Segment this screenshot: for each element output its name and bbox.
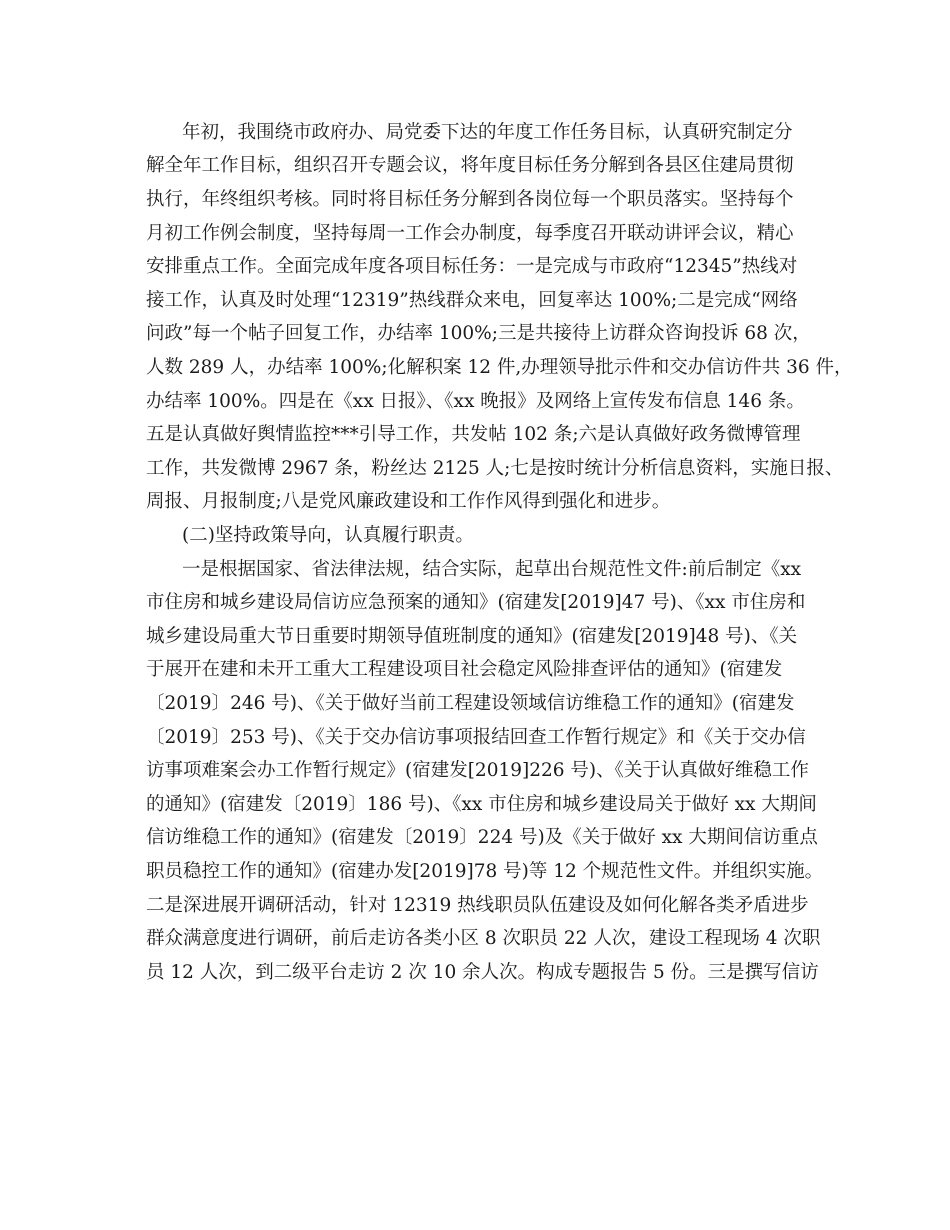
paragraph-1-line-8: 人数 289 人，办结率 100%;化解积案 12 件,办理领导批示件和交办信访件共 36 件， (146, 357, 853, 378)
paragraph-2-line-5: 〔2019〕246 号)、《关于做好当前工程建设领域信访维稳工作的通知》(宿建发 (146, 693, 795, 714)
paragraph-2-line-12: 群众满意度进行调研，前后走访各类小区 8 次职员 22 人次，建设工程现场 4 次职 (146, 928, 821, 949)
paragraph-2-line-2: 市住房和城乡建设局信访应急预案的通知》(宿建发[2019]47 号)、《xx 市住房和 (146, 592, 806, 613)
paragraph-1-line-6: 接工作，认真及时处理“12319”热线群众来电，回复率达 100%;二是完成“网络 (146, 290, 798, 311)
paragraph-1-line-3: 执行，年终组织考核。同时将目标任务分解到各岗位每一个职员落实。坚持每个 (146, 189, 794, 210)
paragraph-1-line-10: 五是认真做好舆情监控***引导工作，共发帖 102 条;六是认真做好政务微博管理 (146, 424, 801, 445)
paragraph-2-line-10: 职员稳控工作的通知》(宿建办发[2019]78 号)等 12 个规范性文件。并组织实施。 (146, 861, 824, 882)
paragraph-1-line-12: 周报、月报制度;八是党风廉政建设和工作作风得到强化和进步。 (146, 491, 671, 512)
paragraph-2-line-3: 城乡建设局重大节日重要时期领导值班制度的通知》(宿建发[2019]48 号)、《关 (146, 626, 798, 647)
paragraph-2-line-8: 的通知》(宿建发〔2019〕186 号)、《xx 市住房和城乡建设局关于做好 xx 大期间 (146, 794, 817, 815)
paragraph-1-line-1: 年初，我围绕市政府办、局党委下达的年度工作任务目标，认真研究制定分 (182, 122, 793, 143)
paragraph-2-line-9: 信访维稳工作的通知》(宿建发〔2019〕224 号)及《关于做好 xx 大期间信访重点 (146, 827, 818, 848)
paragraph-2-line-11: 二是深进展开调研活动，针对 12319 热线职员队伍建设及如何化解各类矛盾进步 (146, 895, 809, 916)
paragraph-2-line-13: 员 12 人次，到二级平台走访 2 次 10 余人次。构成专题报告 5 份。三是撰写信访 (146, 962, 819, 983)
paragraph-1-line-5: 安排重点工作。全面完成年度各项目标任务：一是完成与市政府“12345”热线对 (146, 256, 798, 277)
paragraph-1-line-2: 解全年工作目标，组织召开专题会议，将年度目标任务分解到各县区住建局贯彻 (146, 155, 794, 176)
paragraph-2-line-4: 于展开在建和未开工重大工程建设项目社会稳定风险排查评估的通知》(宿建发 (146, 659, 783, 680)
paragraph-1-line-9: 办结率 100%。四是在《xx 日报》、《xx 晚报》及网络上宣传发布信息 146 条。 (146, 391, 805, 412)
paragraph-1-line-4: 月初工作例会制度，坚持每周一工作会办制度，每季度召开联动讲评会议，精心 (146, 223, 794, 244)
paragraph-1-line-11: 工作，共发微博 2967 条，粉丝达 2125 人;七是按时统计分析信息资料，实施日报、 (146, 458, 844, 479)
paragraph-2-line-6: 〔2019〕253 号)、《关于交办信访事项报结回查工作暂行规定》和《关于交办信 (146, 727, 806, 748)
paragraph-2-line-1: 一是根据国家、省法律法规，结合实际，起草出台规范性文件:前后制定《xx (182, 559, 802, 580)
section-heading: (二)坚持政策导向，认真履行职责。 (182, 525, 474, 546)
paragraph-1-line-7: 问政”每一个帖子回复工作，办结率 100%;三是共接待上访群众咨询投诉 68 次， (146, 323, 811, 344)
paragraph-2-line-7: 访事项难案会办工作暂行规定》(宿建发[2019]226 号)、《关于认真做好维稳工作 (146, 760, 809, 781)
